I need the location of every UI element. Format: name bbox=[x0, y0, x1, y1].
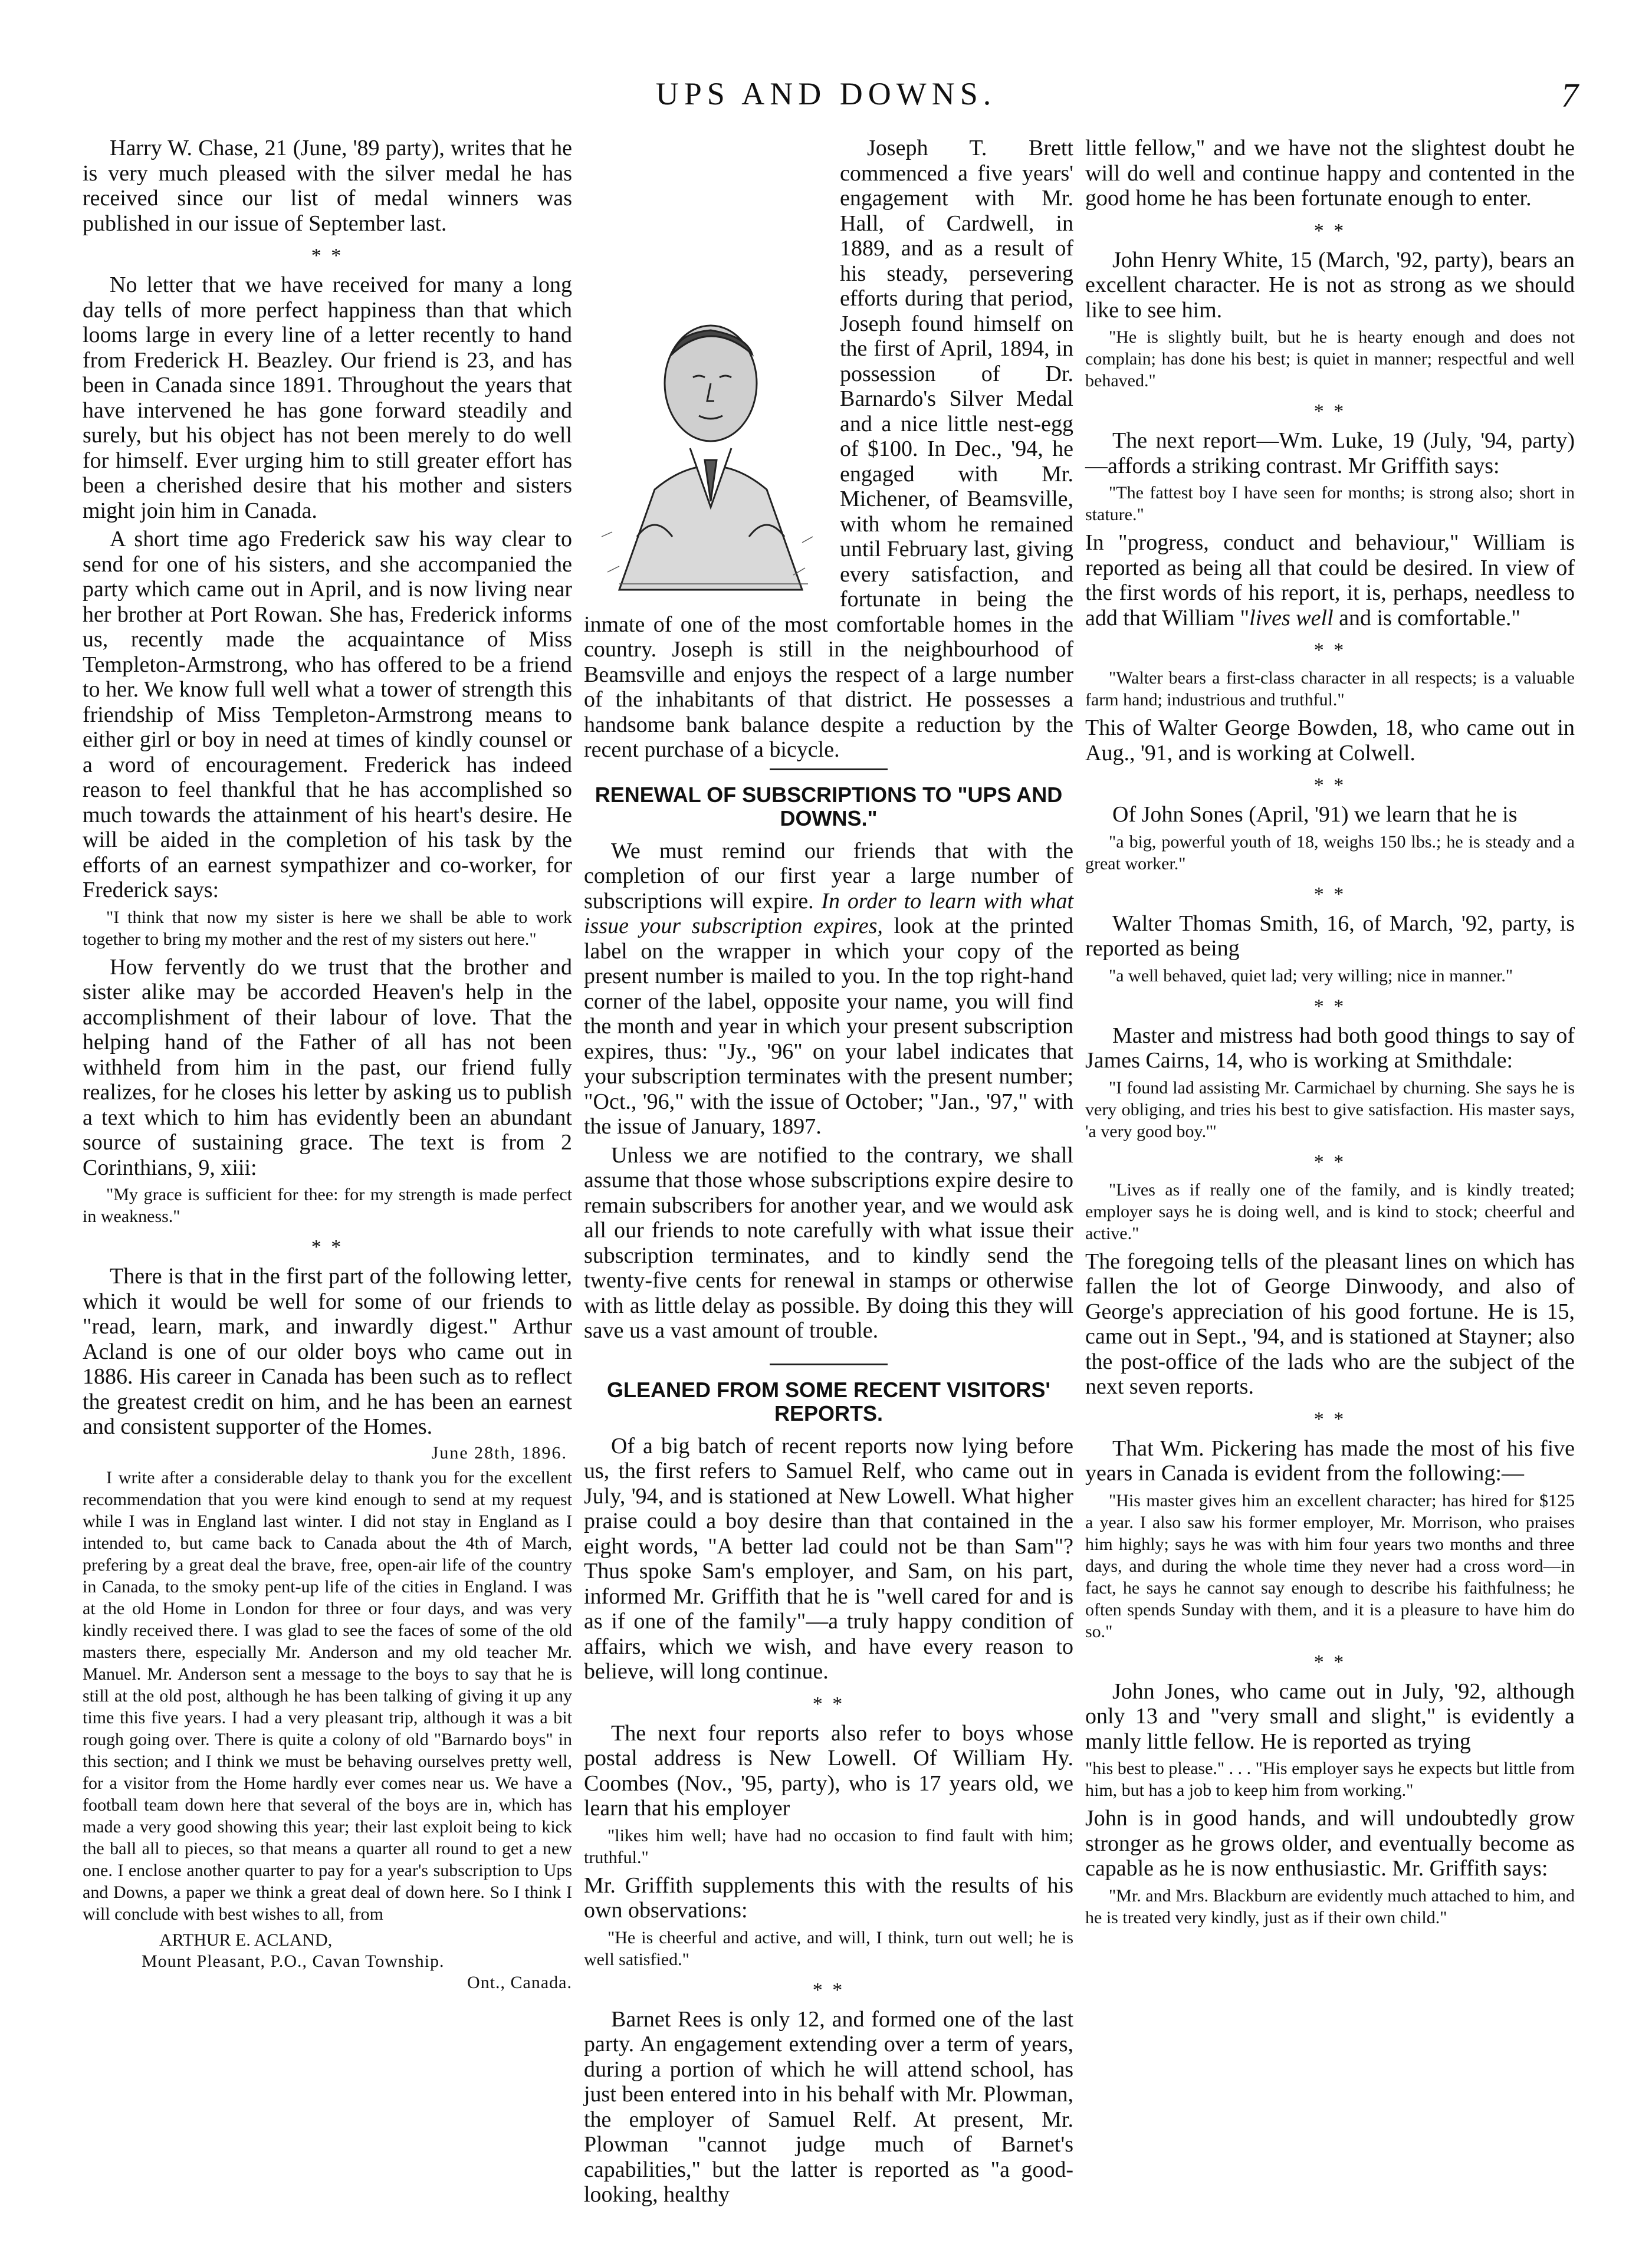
paragraph: Walter Thomas Smith, 16, of March, '92, party, is reported as being bbox=[1085, 911, 1575, 961]
quotation: "a big, powerful youth of 18, weighs 150 lbs.; he is steady and a great worker." bbox=[1085, 832, 1575, 873]
text-run: look at the printed label on the wrapper in which your copy of the present number is mailed to you. In the top right-hand corner of the label, opposite your name, you will find the month and year in which your present subscription expires, thus: "Jy., '96" on your label indicates that your subscription terminates with the present number; "Oct., '96," with the issue of October; "Jan., '97," with the issue of January, 1897. bbox=[584, 914, 1074, 1139]
paragraph: The next four reports also refer to boys whose postal address is New Lowell. Of William Hy. Coombes (Nov., '95, party), who is 17 years old, we learn that his employer bbox=[584, 1720, 1073, 1821]
brett-story bbox=[584, 136, 1073, 763]
paragraph: Of John Sones (April, '91) we learn that he is bbox=[1112, 802, 1518, 827]
paragraph: little fellow," and we have not the slightest doubt he will do well and continue happy and contented in the good home he has been fortunate enough to enter. bbox=[1085, 136, 1575, 211]
page-header bbox=[0, 75, 1652, 134]
paragraph: Of a big batch of recent reports now lying before us, the first refers to Samuel Relf, who came out in July, '94, and is stationed at New Lowell. What higher praise could a boy desire than that contained in the eight words, "A better lad could not be than Sam"? Thus spoke Sam's employer, and Sam, on his part, informed Mr. Griffith that he is "well cared for and is as if one of the family"—a truly happy condition of affairs, which we wish, and have every reason to believe, will long continue. bbox=[584, 1433, 1073, 1684]
paragraph: A short time ago Frederick saw his way clear to send for one of his sisters, and she accompanied the party which came out in April, and is now living near her brother at Port Rowan. She has, Frederick informs us, recently made the acquaintance of Miss Templeton-Armstrong, who has offered to be a friend to her. We know full well what a tower of strength this friendship of Miss Templeton-Armstrong means to either girl or boy in need at times of kindly counsel or a word of encouragement. Frederick has indeed reason to feel thankful that he has accomplished so much towards the attainment of his heart's desire. He will be aided in the completion of his task by the efforts of an earnest sympathizer and co-worker, for Frederick says: bbox=[83, 527, 572, 902]
paragraph: This of Walter George Bowden, 18, who came out in Aug., '91, and is working at Colwell. bbox=[1085, 715, 1575, 766]
asterism: * * bbox=[1313, 1151, 1346, 1173]
asterism: * * bbox=[311, 245, 344, 267]
section-heading-renewal: RENEWAL OF SUBSCRIPTIONS TO "UPS AND DOWNS." bbox=[595, 782, 1063, 830]
paragraph: The next report—Wm. Luke, 19 (July, '94, party)—affords a striking contrast. Mr Griffith says: bbox=[1085, 428, 1575, 478]
letter-body: I write after a considerable delay to thank you for the excellent recommendation that you were kind enough to send at my request while I was in England last winter. I did not stay in England as I intended to, but came back to Canada about the 4th of March, prefering by a great deal the brave, free, open-air life of the country in Canada, to the smoky pent-up life of the cities in England. I was at the old Home in London for three or four days, and was very kindly received there. I was glad to see the faces of some of the old masters there, especially Mr. Anderson and my old teacher Mr. Manuel. Mr. Anderson sent a message to the boys to say that he is still at the old post, although he has been talking of giving it up any time this five years. I had a very pleasant trip, although it was a bit rough going over. There is quite a colony of old "Barnardo boys" in this section; and I think we must be behaving ourselves pretty well, for a visitor from the Home hardly ever comes near us. We have a football team down here that several of the boys are in, which has made a very good showing this year; their last exploit being to kick the ball all to pieces, so that means a quarter all round to get a new one. I enclose another quarter to pay for a year's subscription to Ups and Downs, a paper we think a great deal of down here. So I think I will conclude with best wishes to all, from bbox=[83, 1467, 572, 1924]
quotation: "He is slightly built, but he is hearty enough and does not complain; has done his best; is quiet in manner; respectful and well behaved." bbox=[1085, 327, 1575, 390]
quotation: "Lives as if really one of the family, and is kindly treated; employer says he is doing well, and is kind to stock; cheerful and active." bbox=[1085, 1180, 1575, 1243]
quotation: "I found lad assisting Mr. Carmichael by churning. She says he is very obliging, and tries his best to give satisfaction. His master says, 'a very good boy.'" bbox=[1085, 1077, 1575, 1141]
section-rule bbox=[770, 1364, 888, 1365]
quotation: "His master gives him an excellent character; has hired for $125 a year. I also saw his former employer, Mr. Morrison, who praises him highly; says he was with him four years two months and three days, and during the whole time they never had a cross word—in fact, he says he cannot say enough to describe his faithfulness; he often spends Sunday with them, and it is a pleasure to have him do so." bbox=[1085, 1490, 1575, 1641]
paragraph: Harry W. Chase, 21 (June, '89 party), writes that he is very much pleased with the silver medal he has received since our list of medal winners was published in our issue of September last. bbox=[83, 136, 572, 236]
paragraph bbox=[584, 839, 1073, 1139]
asterism: * * bbox=[1313, 883, 1346, 905]
text-run: We must remind our friends that with the completion of our first year a large number of subscriptions will expire. bbox=[584, 838, 1073, 914]
paragraph: Barnet Rees is only 12, and formed one of the last party. An engagement extending over a term of years, during a portion of which he will attend school, has just been entered into in his behalf with Mr. Plowman, the employer of Samuel Relf. At present, Mr. Plowman "cannot judge much of Barnet's capabilities," but the latter is reported as "a good-looking, healthy bbox=[584, 2006, 1073, 2207]
paragraph: John Henry White, 15 (March, '92, party), bears an excellent character. He is not as strong as we should like to see him. bbox=[1085, 247, 1575, 323]
quotation: "I think that now my sister is here we shall be able to work together to bring my mother and the rest of my sisters out here." bbox=[83, 907, 572, 949]
letter-address: Mount Pleasant, P.O., Cavan Township. bbox=[142, 1951, 445, 1971]
column-3 bbox=[1085, 136, 1575, 1933]
paragraph: John is in good hands, and will undoubtedly grow stronger as he grows older, and eventually become as capable as he is now enthusiastic. Mr. Griffith says: bbox=[1085, 1806, 1575, 1881]
quotation: "The fattest boy I have seen for months; is strong also; short in stature." bbox=[1085, 483, 1575, 524]
letter-date: June 28th, 1896. bbox=[431, 1443, 567, 1463]
letter-signature: ARTHUR E. ACLAND, bbox=[159, 1930, 333, 1950]
paragraph bbox=[1085, 530, 1575, 630]
paragraph: Unless we are notified to the contrary, we shall assume that those whose subscriptions expire desire to remain subscribers for another year, and we would ask all our friends to note carefully with what issue their subscription terminates, and to kindly send the twenty-five cents for renewal in stamps or otherwise with as little delay as possible. By doing this they will save us a vast amount of trouble. bbox=[584, 1142, 1073, 1343]
page-number: 7 bbox=[1561, 76, 1578, 114]
column-1 bbox=[83, 136, 572, 1993]
quotation: "likes him well; have had no occasion to find fault with him; truthful." bbox=[584, 1825, 1073, 1867]
quotation: "his best to please." . . . "His employer says he expects but little from him, but has a job to keep him from working." bbox=[1085, 1759, 1575, 1800]
text-run: and is comfortable." bbox=[1339, 605, 1520, 630]
asterism: * * bbox=[1313, 400, 1346, 422]
quotation: "Walter bears a first-class character in all respects; is a valuable farm hand; industrious and truthful." bbox=[1085, 668, 1575, 709]
text-run: In "progress, conduct and behaviour," William is reported as being all that could be desired. In view of the first words of his report, it is, perhaps, needless to add that William " bbox=[1085, 530, 1575, 630]
asterism: * * bbox=[1313, 995, 1346, 1017]
asterism: * * bbox=[1313, 1651, 1346, 1673]
paragraph: There is that in the first part of the following letter, which it would be well for some of our friends to "read, learn, mark, and inwardly digest." Arthur Acland is one of our older boys who came out in 1886. His career in Canada has been such as to reflect the greatest credit on him, and he has been an earnest and consistent supporter of the Homes. bbox=[83, 1264, 572, 1439]
paragraph: John Jones, who came out in July, '92, although only 13 and "very small and slight," is evidently a manly little fellow. He is reported as trying bbox=[1085, 1678, 1575, 1754]
asterism: * * bbox=[311, 1236, 344, 1258]
paragraph: How fervently do we trust that the brother and sister alike may be accorded Heaven's help in the accomplishment of their labour of love. That the helping hand of the Father of all has not been withheld from him in the past, our friend fully realizes, for he closes his letter by asking us to publish a text which to him has evidently been an abundant source of sustaining grace. The text is from 2 Corinthians, 9, xiii: bbox=[83, 954, 572, 1180]
quotation: "My grace is sufficient for thee: for my strength is made perfect in weakness." bbox=[83, 1185, 572, 1226]
emphasis: In order to learn with what issue your subscription expires, bbox=[584, 888, 1074, 938]
masthead-title: UPS AND DOWNS. bbox=[655, 76, 997, 111]
asterism: * * bbox=[1313, 219, 1346, 242]
asterism: * * bbox=[812, 1693, 845, 1715]
emphasis: lives well bbox=[1249, 605, 1334, 630]
paragraph: Joseph T. Brett commenced a five years' engagement with Mr. Hall, of Cardwell, in 1889, and as a result of his steady, persevering efforts during that period, Joseph found himself on the first of April, 1894, in possession of Dr. Barnardo's Silver Medal and a nice little nest-egg of $100. In Dec., '94, he engaged with Mr. Michener, of Beamsville, with whom he remained until February last, giving every satisfaction, and fortunate in being the inmate of one of the most comfortable homes in the country. Joseph is still in the neighbourhood of Beamsville and enjoys the respect of a large number of the inhabitants of that district. He possesses a handsome bank balance despite a reduction by the recent purchase of a bicycle. bbox=[584, 136, 1073, 762]
quotation: "He is cheerful and active, and will, I think, turn out well; he is well satisfied." bbox=[584, 1927, 1073, 1969]
asterism: * * bbox=[812, 1979, 845, 2001]
paragraph: Mr. Griffith supplements this with the results of his own observations: bbox=[584, 1873, 1073, 1923]
paragraph: That Wm. Pickering has made the most of his five years in Canada is evident from the following:— bbox=[1085, 1435, 1575, 1486]
asterism: * * bbox=[1313, 639, 1346, 661]
paragraph: No letter that we have received for many a long day tells of more perfect happiness than that which looms large in every line of a letter recently to hand from Frederick H. Beazley. Our friend is 23, and has been in Canada since 1891. Throughout the years that have intervened he has gone forward steadily and surely, but his object has not been merely to do well for himself. Ever urging him to still greater effort has been a cherished desire that his mother and sisters might join him in Canada. bbox=[83, 272, 572, 523]
section-heading-visitors-reports: GLEANED FROM SOME RECENT VISITORS' REPORTS. bbox=[607, 1377, 1050, 1425]
section-rule bbox=[770, 768, 888, 770]
letter-address-country: Ont., Canada. bbox=[467, 1972, 572, 1992]
paragraph: Master and mistress had both good things to say of James Cairns, 14, who is working at Smithdale: bbox=[1085, 1023, 1575, 1073]
column-2 bbox=[584, 136, 1073, 2211]
asterism: * * bbox=[1313, 1408, 1346, 1430]
portrait-engraving bbox=[584, 313, 832, 607]
asterism: * * bbox=[1313, 774, 1346, 796]
paragraph: The foregoing tells of the pleasant lines on which has fallen the lot of George Dinwoody, and also of George's appreciation of his good fortune. He is 15, came out in Sept., '94, and is stationed at Stayner; also the post-office of the lads who are the subject of the next seven reports. bbox=[1085, 1249, 1575, 1399]
quotation: "Mr. and Mrs. Blackburn are evidently much attached to him, and he is treated very kindly, just as if their own child." bbox=[1085, 1885, 1575, 1927]
quotation: "a well behaved, quiet lad; very willing; nice in manner." bbox=[1109, 965, 1513, 985]
